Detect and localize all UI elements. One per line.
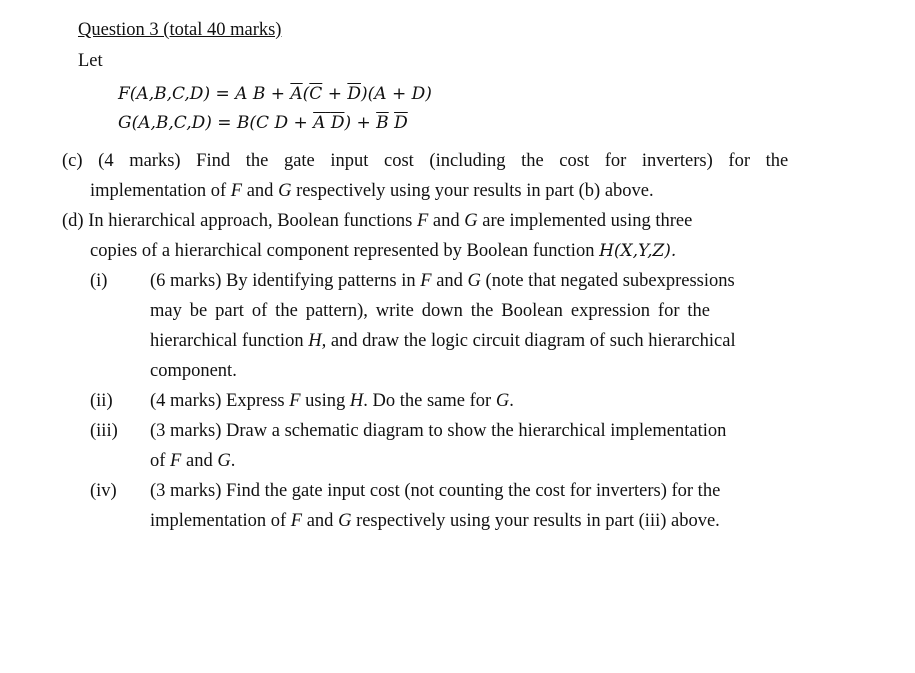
text: respectively using your results in part (iii) above. — [351, 511, 720, 531]
var-f: F — [416, 211, 429, 231]
equation-g-not-a: $\overline{A}$ — [313, 113, 326, 133]
equation-f-term1: A B + — [235, 84, 291, 104]
text: . — [509, 391, 514, 411]
word: the — [521, 151, 544, 171]
word: cost — [559, 151, 590, 171]
equation-f-close: )(A + D) — [361, 84, 432, 104]
equation-g-lhs: G(A,B,C,D) — [118, 113, 212, 133]
word: gate — [283, 151, 315, 171]
text: and — [302, 511, 339, 531]
var-f: F — [290, 511, 303, 531]
equation-g-equals: = — [211, 113, 237, 133]
var-h: H — [349, 391, 364, 411]
var-f: F — [170, 451, 182, 471]
word: marks) — [129, 151, 181, 171]
sub-iv-line1: (3 marks) Find the gate input cost (not counting the cost for inverters) for the — [150, 481, 721, 501]
equation-f-lhs: F(A,B,C,D) — [118, 84, 211, 104]
word: Find — [196, 151, 231, 171]
equation-f-equals: = — [210, 84, 236, 104]
word: for — [728, 151, 750, 171]
text: implementation of — [150, 511, 291, 531]
question-heading: Question 3 (total 40 marks) — [78, 20, 282, 40]
text: (note that negated subexpressions — [480, 271, 735, 291]
word: input — [330, 151, 369, 171]
text: are implemented using three — [477, 211, 693, 231]
part-c-line2 — [90, 181, 654, 202]
sub-i-line1 — [150, 271, 788, 292]
var-g: G — [464, 211, 478, 231]
text: . — [230, 451, 236, 471]
sub-i-label: (i) — [90, 271, 108, 291]
equation-f-open: ( — [302, 84, 310, 104]
word: (4 — [98, 151, 114, 171]
function-h: H(X,Y,Z). — [599, 241, 677, 261]
text: and — [181, 451, 218, 471]
var-g: G — [278, 181, 292, 201]
var-g: G — [495, 391, 510, 411]
var-g: G — [338, 511, 352, 531]
var-f: F — [230, 181, 243, 201]
var-f: F — [289, 391, 301, 411]
equation-f-not-a: $\overline{A}$ — [290, 84, 303, 104]
word: the — [765, 151, 789, 171]
text: and — [428, 211, 465, 231]
sub-iv-line2 — [150, 511, 720, 532]
word: cost — [384, 151, 414, 171]
var-f: F — [420, 271, 432, 291]
equation-f — [118, 84, 432, 104]
text: (6 marks) By identifying patterns in — [150, 271, 421, 291]
text: hierarchical function — [150, 331, 309, 351]
text: using — [300, 391, 350, 411]
word: (including — [429, 151, 506, 171]
text: implementation of — [90, 181, 231, 201]
equation-f-not-c: $\overline{C}$ — [309, 84, 323, 104]
let-word: Let — [78, 51, 103, 71]
sub-iii-line2 — [150, 451, 235, 472]
equation-g-close: ) — [344, 113, 352, 133]
text: copies of a hierarchical component represented by Boolean function — [90, 241, 600, 261]
equation-g-not-b: $\overline{B}$ — [376, 113, 389, 133]
sub-ii-line1 — [150, 391, 514, 412]
part-d-line1 — [62, 211, 788, 232]
text: and — [431, 271, 468, 291]
sub-iii-line1: (3 marks) Draw a schematic diagram to show the hierarchical implementation — [150, 421, 727, 441]
sub-iii-label: (iii) — [90, 421, 118, 441]
word: (c) — [62, 151, 83, 171]
sub-i-line2: may be part of the pattern), write down the Boolean expression for the — [150, 301, 711, 321]
word: for — [604, 151, 627, 171]
text: (4 marks) Express — [150, 391, 290, 411]
var-g: G — [217, 451, 231, 471]
text: and draw the logic circuit diagram of such hierarchical — [326, 331, 736, 351]
text: (d) In hierarchical approach, Boolean functions — [62, 211, 417, 231]
text: . Do the same for — [363, 391, 496, 411]
text: and — [242, 181, 279, 201]
word: inverters) — [641, 151, 713, 171]
equation-f-plus: + — [322, 84, 348, 104]
word: the — [245, 151, 269, 171]
var-g: G — [467, 271, 481, 291]
sub-i-line3 — [150, 331, 736, 352]
equation-g-b-open: B(C D + — [236, 113, 314, 133]
equation-g-not-d2: $\overline{D}$ — [394, 113, 408, 133]
text: respectively using your results in part (b) above. — [291, 181, 654, 201]
sub-iv-label: (iv) — [90, 481, 117, 501]
equation-g — [118, 113, 408, 133]
text: of — [150, 451, 171, 471]
var-h: H, — [308, 331, 327, 351]
equation-g-not-d: $\overline{D}$ — [330, 113, 345, 133]
part-c-line1 — [62, 151, 788, 172]
sub-ii-label: (ii) — [90, 391, 113, 411]
equation-f-not-d: $\overline{D}$ — [347, 84, 362, 104]
part-d-line2 — [90, 241, 676, 262]
sub-i-line4: component. — [150, 361, 237, 381]
equation-g-plus: + — [351, 113, 377, 133]
